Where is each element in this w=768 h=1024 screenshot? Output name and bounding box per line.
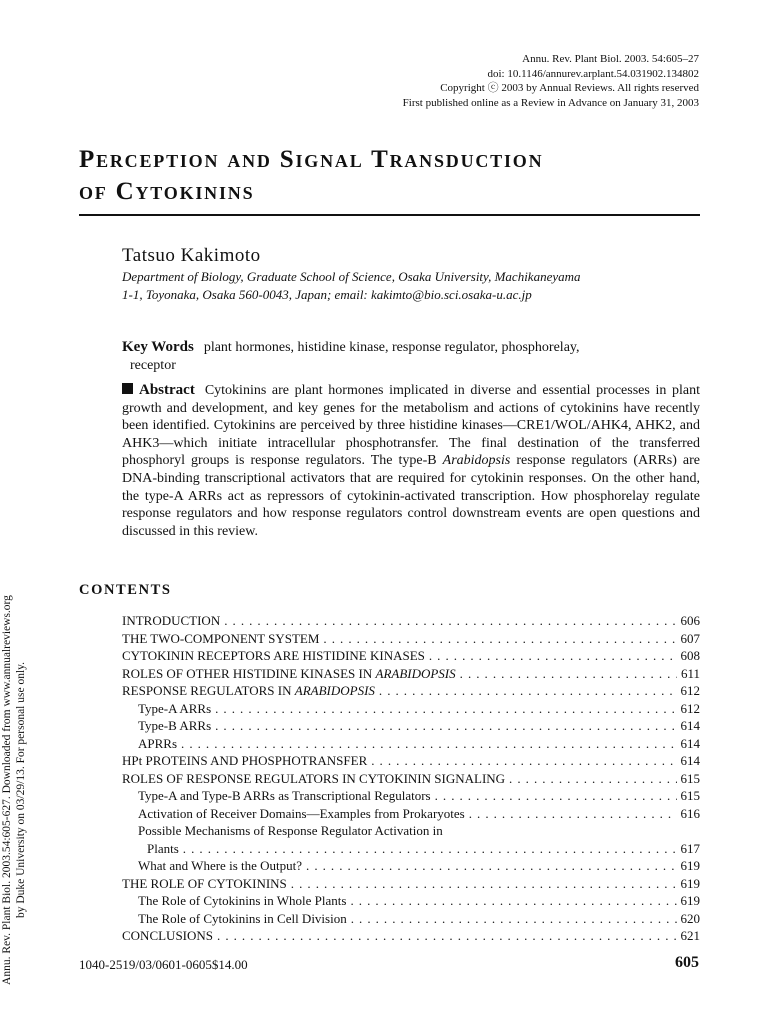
toc-entry-page: 621 (680, 928, 700, 943)
toc-entry-label-italic: ARABIDOPSIS (294, 683, 375, 698)
toc-entry-label (138, 892, 346, 910)
toc-entry-page: 620 (680, 910, 700, 926)
abstract-label: Abstract (139, 382, 195, 398)
toc-leader-dots (371, 752, 676, 770)
abstract-text-italic: Arabidopsis (442, 453, 511, 469)
toc-entry-label (122, 752, 367, 770)
toc-entry-label-text: ROLES OF OTHER HISTIDINE KINASES IN (122, 665, 373, 681)
toc-entry[interactable] (122, 700, 700, 718)
title-rule (79, 214, 700, 216)
toc-entry-label (138, 857, 302, 875)
toc-entry-label (122, 770, 505, 788)
toc-entry-page: 607 (680, 630, 700, 646)
contents-heading: CONTENTS (79, 582, 172, 598)
toc-entry-label (138, 700, 211, 718)
toc-entry-page: 614 (680, 718, 700, 733)
toc-entry[interactable] (122, 787, 700, 805)
toc-entry-label (138, 735, 177, 753)
toc-entry-page: 615 (680, 788, 700, 803)
toc-entry-label-text: Type-B ARRs (138, 718, 212, 733)
toc-entry-label (122, 875, 287, 893)
toc-entry-page: 612 (680, 700, 700, 716)
keywords-section (122, 338, 700, 375)
toc-leader-dots (183, 840, 677, 858)
toc-entry-label-text: The Role of Cytokinins in Whole Plants (138, 893, 347, 908)
toc-entry-label (138, 805, 465, 823)
toc-entry[interactable] (122, 892, 700, 910)
toc-leader-dots (291, 875, 677, 893)
toc-leader-dots (306, 857, 676, 875)
toc-entry-label-text: INTRODUCTION (122, 613, 221, 628)
toc-entry-label (122, 665, 456, 683)
toc-entry-label-text: RESPONSE REGULATORS IN (122, 683, 292, 698)
author-name: Tatsuo Kakimoto (122, 245, 261, 266)
toc-entry[interactable] (122, 770, 700, 788)
toc-entry-label-italic: ARABIDOPSIS (375, 665, 456, 681)
toc-leader-dots (351, 910, 677, 928)
toc-entry-page: 617 (680, 840, 700, 856)
keywords-text-continued: receptor (130, 358, 176, 373)
toc-entry-label-text: Type-A and Type-B ARRs as Transcriptional Regulators (138, 788, 431, 803)
toc-entry-label-text: Activation of Receiver Domains—Examples from Prokaryotes (138, 805, 465, 821)
toc-leader-dots (379, 682, 677, 700)
toc-entry-label-text: ROLES OF RESPONSE REGULATORS IN CYTOKININ SIGNALING (122, 770, 506, 786)
toc-entry[interactable] (122, 857, 700, 875)
toc-entry-page: 611 (680, 665, 700, 681)
toc-entry-page: 606 (680, 613, 700, 628)
toc-leader-dots (215, 700, 676, 718)
issn-price: 1040-2519/03/0601-0605$14.00 (79, 957, 248, 972)
toc-entry-label (147, 840, 179, 858)
toc-entry-label-text: CYTOKININ RECEPTORS ARE HISTIDINE KINASES (122, 648, 425, 663)
toc-entry-label-text: The Role of Cytokinins in Cell Division (138, 910, 347, 926)
affiliation-line2: 1-1, Toyonaka, Osaka 560-0043, Japan; email: kakimto@bio.sci.osaka-u.ac.jp (122, 287, 532, 302)
toc-entry-page: 616 (680, 805, 700, 821)
journal-metadata (403, 52, 699, 110)
toc-entry-label-text: CONCLUSIONS (122, 928, 214, 943)
toc-leader-dots (350, 892, 676, 910)
toc-entry-page: 619 (680, 893, 700, 908)
copyright-line: Copyright ⓒ 2003 by Annual Reviews. All rights reserved (440, 82, 699, 94)
download-notice-line2: by Duke University on 03/29/13. For personal use only. (15, 661, 27, 919)
toc-entry-page: 619 (680, 858, 700, 873)
toc-leader-dots (323, 630, 676, 648)
toc-entry-label (122, 682, 375, 700)
toc-leader-dots (181, 735, 676, 753)
toc-entry-label-text: HPt PROTEINS AND PHOSPHOTRANSFER (122, 753, 368, 768)
toc-entry[interactable] (122, 805, 700, 823)
toc-entry-label-text: Type-A ARRs (138, 700, 212, 716)
abstract-text-part1: Cytokinins are plant hormones implicated in diverse and essential processes in plant growth and development, and key genes for the metabolism and actions of cytokinins have recently been identified. Cytokinins are perceived by three histidine kinases—CRE1/WOL/AHK4, AHK2, and AHK3—which initiate intracellular phosphotransfer. The final destination of the transferred phosphoryl groups is response regulators. The type-B (122, 383, 700, 469)
toc-leader-dots (435, 787, 677, 805)
toc-entry[interactable] (122, 822, 700, 840)
toc-entry-label-text: THE TWO-COMPONENT SYSTEM (122, 630, 320, 646)
toc-entry-label-text: Plants (147, 840, 179, 856)
toc-entry[interactable] (122, 665, 700, 683)
abstract-section (122, 382, 700, 540)
doi-line: doi: 10.1146/annurev.arplant.54.031902.134802 (487, 67, 699, 80)
toc-entry-label (138, 787, 431, 805)
title-line2: of Cytokinins (79, 178, 255, 205)
toc-entry[interactable] (122, 682, 700, 700)
toc-entry-label-text: THE ROLE OF CYTOKININS (122, 875, 287, 891)
toc-entry-label (122, 927, 213, 945)
publication-date-line: First published online as a Review in Advance on January 31, 2003 (402, 96, 699, 109)
toc-entry[interactable] (122, 840, 700, 858)
toc-entry-label-text: Possible Mechanisms of Response Regulator Activation in (138, 823, 443, 838)
toc-entry-label (138, 717, 211, 735)
toc-entry-page: 615 (680, 770, 700, 786)
toc-entry-label-text: What and Where is the Output? (138, 858, 303, 873)
toc-entry-label (122, 647, 425, 665)
abstract-text-part2: response regulators (ARRs) are DNA-binding transcriptional activators that are required for cytokinin responses. On the other hand, the type-A ARRs act as repressors of cytokinin-activated transcription. How phosphorelay regulate response regulators and how response regulators control downstream events are open questions and discussed in this review. (122, 453, 700, 539)
toc-entry[interactable] (122, 752, 700, 770)
affiliation-line1: Department of Biology, Graduate School of Science, Osaka University, Machikaneyama (122, 269, 581, 284)
author-affiliation (122, 268, 712, 304)
keywords-label: Key Words (122, 339, 194, 355)
title-line1: Perception and Signal Transduction (79, 146, 544, 173)
toc-entry-label (122, 612, 220, 630)
keywords-text: plant hormones, histidine kinase, response regulator, phosphorelay, (203, 340, 580, 355)
toc-entry-page: 614 (680, 735, 700, 751)
toc-entry-page: 612 (680, 683, 700, 698)
toc-entry-label (138, 910, 347, 928)
toc-entry-label (122, 630, 319, 648)
toc-entry-label (138, 822, 443, 840)
toc-entry-label-text: APRRs (138, 735, 178, 751)
toc-entry[interactable] (122, 717, 700, 735)
toc-entry-page: 614 (680, 753, 700, 768)
toc-entry[interactable] (122, 875, 700, 893)
toc-leader-dots (429, 647, 677, 665)
citation-line: Annu. Rev. Plant Biol. 2003. 54:605–27 (522, 53, 699, 65)
toc-entry[interactable] (122, 735, 700, 753)
toc-leader-dots (460, 665, 677, 683)
toc-entry-page: 619 (680, 875, 700, 891)
toc-entry-page: 608 (680, 648, 700, 663)
toc-leader-dots (224, 612, 676, 630)
toc-entry[interactable] (122, 647, 700, 665)
toc-leader-dots (509, 770, 676, 788)
toc-leader-dots (215, 717, 676, 735)
toc-leader-dots (469, 805, 677, 823)
article-title (79, 144, 543, 208)
toc-entry[interactable] (122, 630, 700, 648)
square-bullet-icon (122, 383, 133, 394)
toc-entry[interactable] (122, 927, 700, 945)
toc-entry[interactable] (122, 612, 700, 630)
table-of-contents (122, 612, 700, 945)
toc-leader-dots (217, 927, 676, 945)
download-notice-line1: Annu. Rev. Plant Biol. 2003.54:605-627. Downloaded from www.annualreviews.org (1, 595, 13, 985)
page-number: 605 (675, 954, 699, 971)
toc-entry[interactable] (122, 910, 700, 928)
